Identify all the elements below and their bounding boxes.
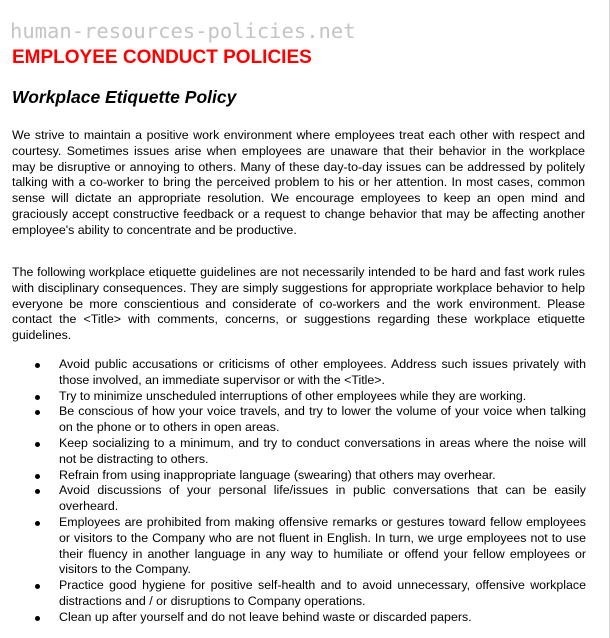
list-item: [0, 436, 586, 468]
policy-subtitle: Workplace Etiquette Policy: [12, 87, 237, 107]
bullet-icon: [35, 521, 40, 526]
guidelines-paragraph: The following workplace etiquette guidelines are not necessarily intended to be hard and fast work rules with disciplinary consequences. They are simply suggestions for appropriate workplace behavior to help everyone be more conscientious and considerate of co-workers and the work environment. Please contact the <Title> with comments, concerns, or suggestions regarding these workplace etiquette guidelines.: [12, 265, 585, 343]
guidelines-list: [0, 357, 586, 626]
list-item-text: Be conscious of how your voice travels, and try to lower the volume of your voice when talking on the phone or to others in open areas.: [59, 404, 586, 435]
bullet-icon: [35, 584, 40, 589]
bullet-icon: [35, 363, 40, 368]
list-item-text: Clean up after yourself and do not leave behind waste or discarded papers.: [59, 609, 472, 624]
list-item-text: Employees are prohibited from making offensive remarks or gestures toward fellow employees or visitors to the Company who are not fluent in English. In turn, we urge employees not to use their fluency in another language in any way to humiliate or offend your fellow employees or visitors to the Company.: [59, 514, 586, 577]
list-item: [0, 515, 586, 578]
bullet-icon: [35, 616, 40, 621]
list-item: [0, 468, 586, 484]
list-item-text: Avoid public accusations or criticisms of other employees. Address such issues privately with those involved, an immediate supervisor or with the <Title>.: [59, 357, 586, 387]
list-item: [0, 357, 586, 389]
bullet-icon: [35, 410, 40, 415]
intro-paragraph: We strive to maintain a positive work environment where employees treat each other with respect and courtesy. Sometimes issues arise when employees are unaware that their behavior in the workplace may be disruptive or annoying to others. Many of these day-to-day issues can be addressed by politely talking with a co-worker to bring the perceived problem to his or her attention. In most cases, common sense will dictate an appropriate resolution. We encourage employees to keep an open mind and graciously accept constructive feedback or a request to change behavior that may be affecting another employee's ability to concentrate and be productive.: [12, 128, 585, 237]
bullet-icon: [35, 489, 40, 494]
bullet-icon: [35, 474, 40, 479]
bullet-icon: [35, 395, 40, 400]
list-item-text: Practice good hygiene for positive self-health and to avoid unnecessary, offensive workplace distractions and / or disruptions to Company operations.: [59, 578, 586, 608]
list-item: [0, 404, 586, 436]
site-watermark: human-resources-policies.net: [10, 19, 356, 43]
bullet-icon: [35, 442, 40, 447]
list-item-text: Avoid discussions of your personal life/issues in public conversations that can be easily overheard.: [59, 483, 586, 514]
list-item: [0, 389, 586, 405]
page-title: EMPLOYEE CONDUCT POLICIES: [12, 47, 312, 68]
list-item-text: Keep socializing to a minimum, and try to conduct conversations in areas where the noise will not be distracting to others.: [59, 435, 586, 466]
list-item: [0, 483, 586, 515]
list-item: [0, 610, 586, 626]
list-item: [0, 578, 586, 610]
list-item-text: Refrain from using inappropriate language (swearing) that others may overhear.: [59, 467, 496, 482]
list-item-text: Try to minimize unscheduled interruptions of other employees while they are working.: [59, 388, 527, 403]
